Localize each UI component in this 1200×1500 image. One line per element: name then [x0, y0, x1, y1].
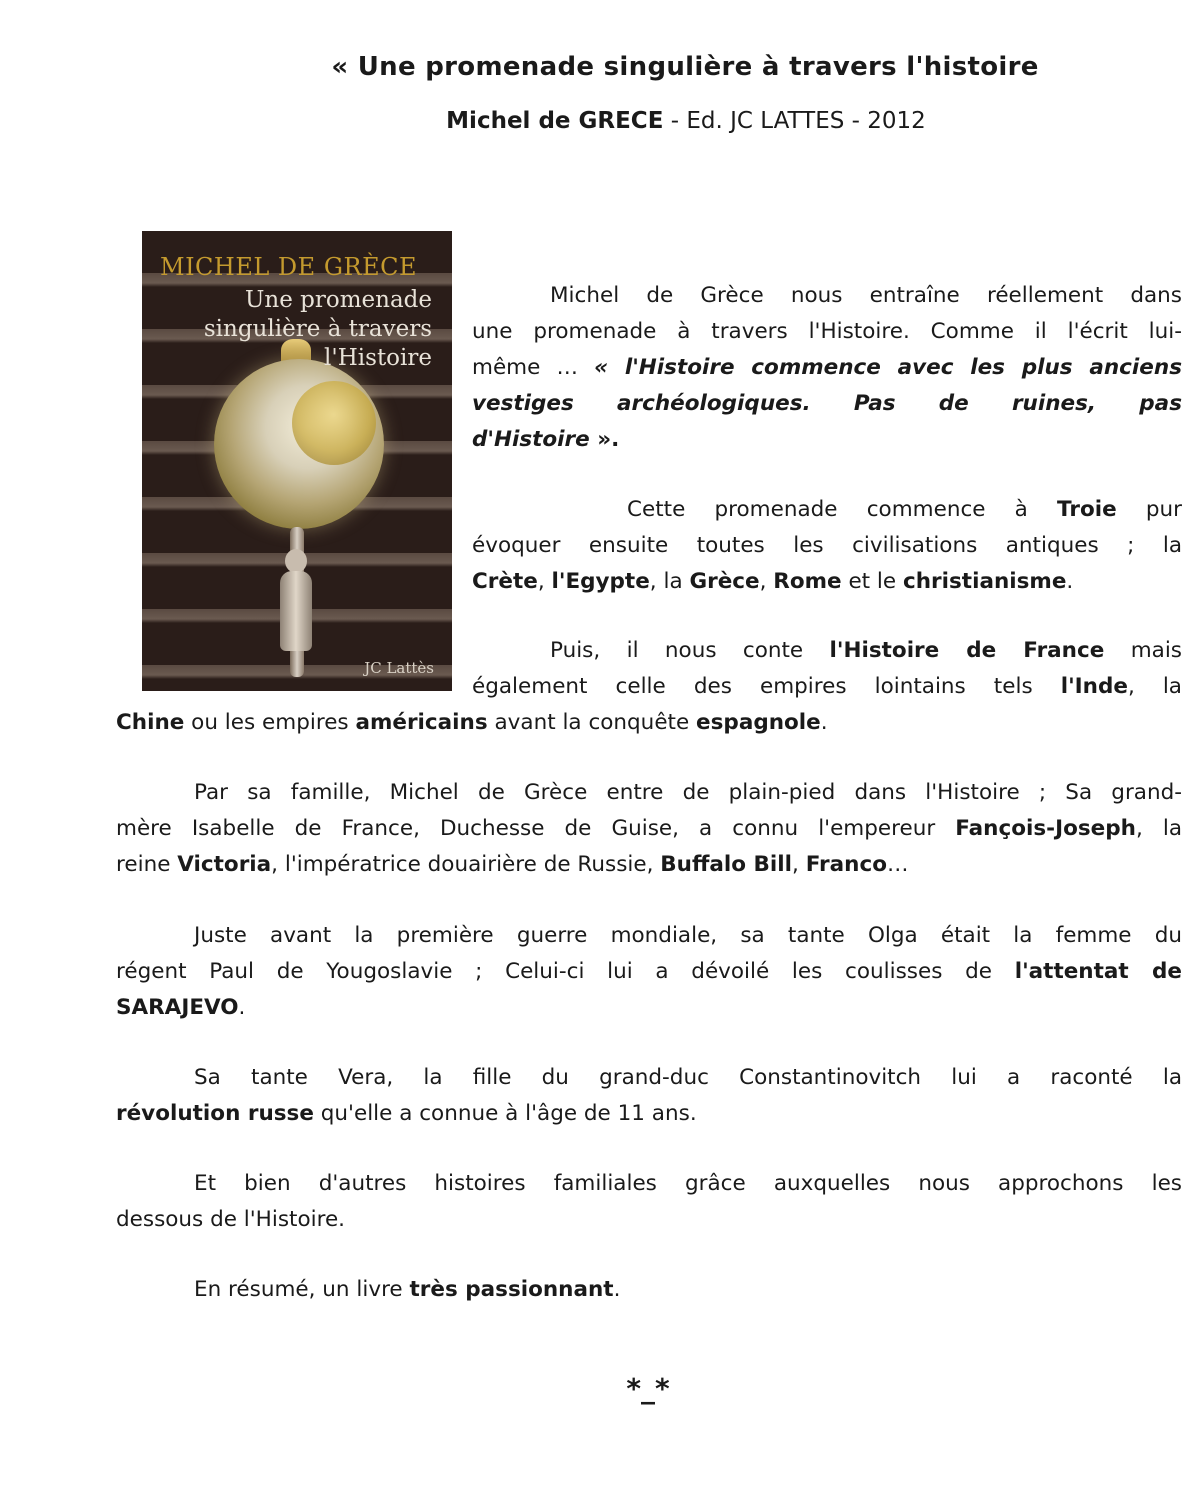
text-run: , [537, 569, 552, 594]
keyword: Fançois-Joseph [955, 816, 1136, 841]
text-line [472, 350, 1182, 386]
text-line [472, 564, 1182, 600]
text-run: Cette promenade commence à [627, 497, 1058, 522]
keyword: très passionnant [409, 1277, 614, 1302]
paragraph-histoires [116, 1166, 1182, 1238]
text-run: pur [1116, 497, 1182, 522]
keyword: l'Inde [1060, 674, 1128, 699]
text-run: , l'impératrice douairière de Russie, [271, 852, 661, 877]
keyword: Troie [1057, 497, 1117, 522]
text-run: avant la conquête [487, 710, 697, 735]
cover-author: MICHEL DE GRÈCE [160, 253, 417, 281]
text-run: qu'elle a connue à l'âge de 11 ans. [313, 1101, 697, 1126]
book-cover-image [142, 231, 452, 691]
keyword: SARAJEVO [116, 995, 239, 1020]
keyword: Rome [773, 569, 842, 594]
keyword: l'Egypte [551, 569, 650, 594]
text-line [116, 705, 1182, 741]
text-line [116, 811, 1182, 847]
text-line [116, 1096, 1182, 1132]
text-run: même … [472, 355, 595, 380]
paragraph-revolution [116, 1060, 1182, 1132]
text-line [472, 386, 1182, 422]
text-line: Et bien d'autres histoires familiales grâce auxquelles nous approchons les [194, 1171, 1182, 1196]
text-line [116, 1272, 1182, 1308]
paragraph-sarajevo [116, 918, 1182, 1026]
text-line: Juste avant la première guerre mondiale, sa tante Olga était la femme du [194, 923, 1182, 948]
text-line: Michel de Grèce nous entraîne réellement dans [550, 283, 1182, 308]
keyword: Chine [116, 710, 185, 735]
quote-text: « l'Histoire commence avec les plus anciens [594, 355, 1182, 380]
paragraph-famille [116, 775, 1182, 883]
text-run: , la [1135, 816, 1182, 841]
book-reference [0, 108, 1200, 134]
keyword: Franco [805, 852, 887, 877]
text-run: mère Isabelle de France, Duchesse de Guise, a connu l'empereur [116, 816, 956, 841]
text-run: . [238, 995, 246, 1020]
keyword: espagnole [696, 710, 821, 735]
text-run: , la [649, 569, 690, 594]
keyword: Grèce [689, 569, 760, 594]
text-run: Puis, il nous conte [550, 638, 830, 663]
text-run: . [820, 710, 828, 735]
paragraph-troie [472, 492, 1182, 600]
text-line [116, 847, 1182, 883]
text-line [116, 954, 1182, 990]
cover-title [204, 286, 432, 373]
keyword: christianisme [902, 569, 1067, 594]
text-run: , [792, 852, 806, 877]
quote-text: vestiges archéologiques. Pas de ruines, pas [472, 391, 1182, 416]
text-run: également celle des empires lointains tels [472, 674, 1061, 699]
text-line: évoquer ensuite toutes les civilisations antiques ; la [472, 533, 1182, 558]
text-run: . [613, 1277, 621, 1302]
keyword: Crète [472, 569, 538, 594]
article-title: « Une promenade singulière à travers l'histoire [331, 52, 1039, 82]
cover-publisher: JC Lattès [364, 659, 434, 677]
cover-figure-head [285, 549, 307, 573]
paragraph-resume [116, 1272, 1182, 1308]
keyword: Buffalo Bill [660, 852, 793, 877]
text-run: En résumé, un livre [194, 1277, 410, 1302]
text-run: régent Paul de Yougoslavie ; Celui-ci lui a dévoilé les coulisses de [116, 959, 1015, 984]
cover-globe-gold [292, 381, 376, 465]
text-run: … [886, 852, 909, 877]
book-author: Michel de GRECE [446, 108, 664, 134]
text-run: , la [1127, 674, 1182, 699]
keyword: l'attentat de [1014, 959, 1182, 984]
text-line: Par sa famille, Michel de Grèce entre de plain-pied dans l'Histoire ; Sa grand- [194, 780, 1182, 805]
paragraph-intro [472, 278, 1182, 458]
text-run: , [759, 569, 774, 594]
keyword: révolution russe [116, 1101, 314, 1126]
quote-close: ». [589, 427, 620, 452]
text-run: reine [116, 852, 178, 877]
book-edition: - Ed. JC LATTES - 2012 [663, 108, 926, 134]
text-run: et le [841, 569, 903, 594]
text-line [116, 990, 1182, 1026]
text-line [116, 669, 1182, 705]
text-line [472, 422, 1182, 458]
text-line: Sa tante Vera, la fille du grand-duc Constantinovitch lui a raconté la [194, 1065, 1182, 1090]
keyword: américains [355, 710, 488, 735]
cover-title-line: singulière à travers [203, 316, 432, 342]
quote-text: d'Histoire [472, 427, 590, 452]
text-run: . [1066, 569, 1074, 594]
keyword: l'Histoire de France [829, 638, 1105, 663]
text-line: une promenade à travers l'Histoire. Comme il l'écrit lui- [472, 319, 1182, 344]
paragraph-france [116, 633, 1182, 741]
text-line: dessous de l'Histoire. [116, 1207, 346, 1232]
keyword: Victoria [177, 852, 272, 877]
end-mark: *_* [626, 1372, 670, 1405]
text-run: mais [1104, 638, 1182, 663]
text-run: ou les empires [184, 710, 356, 735]
text-line [472, 492, 1182, 528]
cover-title-line: Une promenade [245, 287, 432, 313]
cover-title-line: l'Histoire [324, 345, 432, 371]
text-line [116, 633, 1182, 669]
